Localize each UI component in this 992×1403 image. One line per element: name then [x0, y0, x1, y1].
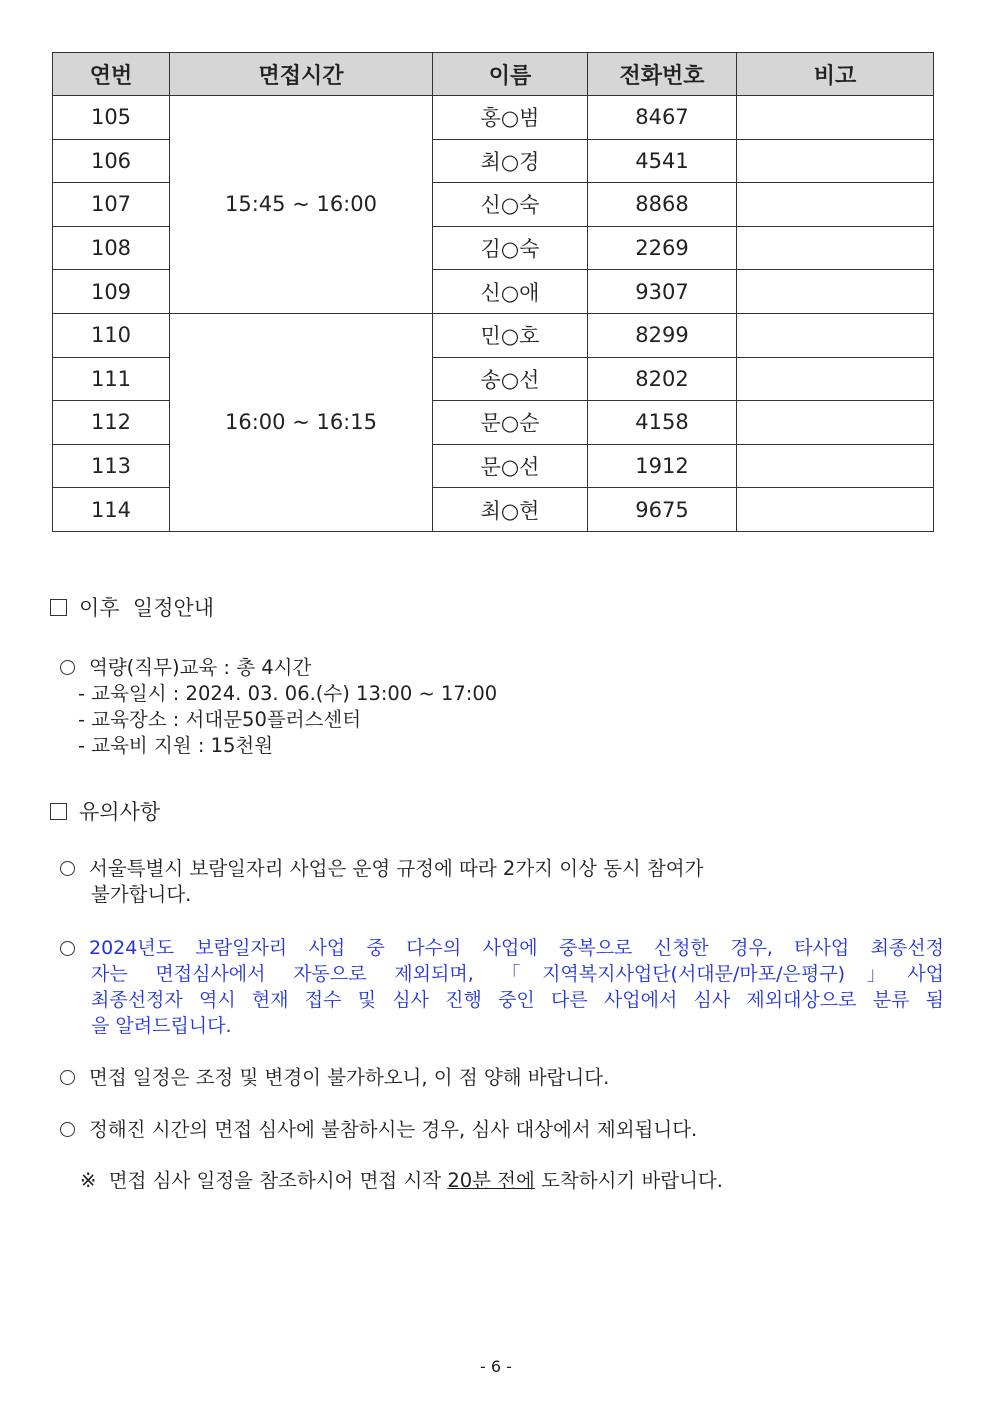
cell-phone: 8202	[588, 357, 737, 401]
cell-note	[737, 357, 934, 401]
note-2-duplicate-application: 2024년도 보람일자리 사업 중 다수의 사업에 중복으로 신청한 경우, 타사업 최종선정 자는 면접심사에서 자동으로 제외되며, 「지역복지사업단(서대문/마포/은평구)」사업 최종선정자 역시 현재 접수 및 심사 진행 중인 다른 사업에서 심사 제외대상으로 분류 됨 을 알려드립니다.	[60, 935, 944, 1039]
cell-phone: 8299	[588, 313, 737, 357]
square-bullet-icon	[50, 803, 67, 820]
cell-note	[737, 226, 934, 270]
cell-no: 107	[53, 183, 170, 227]
cell-phone: 8467	[588, 96, 737, 140]
header-time: 면접시간	[170, 53, 433, 96]
cell-note	[737, 488, 934, 532]
notes-section-heading: 유의사항	[50, 796, 160, 826]
cell-note	[737, 96, 934, 140]
header-note: 비고	[737, 53, 934, 96]
cell-name: 신○숙	[433, 183, 588, 227]
cell-phone: 9675	[588, 488, 737, 532]
schedule-section-heading: 이후 일정안내	[50, 592, 214, 622]
cell-name: 송○선	[433, 357, 588, 401]
education-support: - 교육비 지원 : 15천원	[78, 734, 274, 757]
circle-bullet-icon	[60, 1070, 75, 1085]
square-bullet-icon	[50, 599, 67, 616]
cell-no: 113	[53, 444, 170, 488]
cell-name: 최○현	[433, 488, 588, 532]
note-1: 서울특별시 보람일자리 사업은 운영 규정에 따라 2가지 이상 동시 참여가 불가합니다.	[60, 856, 760, 908]
cell-phone: 1912	[588, 444, 737, 488]
cell-note	[737, 401, 934, 445]
arrival-remark: ※ 면접 심사 일정을 참조하시어 면접 시작 20분 전에 도착하시기 바랍니다.	[80, 1169, 723, 1192]
table-header-row	[53, 53, 934, 96]
cell-phone: 4541	[588, 139, 737, 183]
header-phone: 전화번호	[588, 53, 737, 96]
cell-no: 108	[53, 226, 170, 270]
circle-bullet-icon	[60, 660, 75, 675]
cell-name: 민○호	[433, 313, 588, 357]
header-no: 연번	[53, 53, 170, 96]
note-4: 정해진 시간의 면접 심사에 불참하시는 경우, 심사 대상에서 제외됩니다.	[60, 1117, 697, 1143]
cell-no: 112	[53, 401, 170, 445]
arrival-time-emphasis: 20분 전에	[447, 1169, 535, 1192]
cell-no: 111	[53, 357, 170, 401]
cell-no: 105	[53, 96, 170, 140]
cell-name: 홍○범	[433, 96, 588, 140]
interview-schedule-table	[52, 52, 934, 532]
cell-name: 김○숙	[433, 226, 588, 270]
cell-no: 106	[53, 139, 170, 183]
cell-no: 114	[53, 488, 170, 532]
cell-note	[737, 270, 934, 314]
cell-name: 최○경	[433, 139, 588, 183]
cell-phone: 2269	[588, 226, 737, 270]
table-row	[53, 313, 934, 357]
cell-name: 문○선	[433, 444, 588, 488]
cell-note	[737, 313, 934, 357]
note-3: 면접 일정은 조정 및 변경이 불가하오니, 이 점 양해 바랍니다.	[60, 1065, 609, 1091]
circle-bullet-icon	[60, 861, 75, 876]
cell-note	[737, 139, 934, 183]
cell-no: 110	[53, 313, 170, 357]
cell-name: 신○애	[433, 270, 588, 314]
table-row	[53, 96, 934, 140]
cell-interview-time: 15:45 ~ 16:00	[170, 96, 433, 314]
cell-phone: 8868	[588, 183, 737, 227]
circle-bullet-icon	[60, 1122, 75, 1137]
cell-interview-time: 16:00 ~ 16:15	[170, 313, 433, 531]
list-item: 역량(직무)교육 : 총 4시간	[60, 655, 497, 681]
header-name: 이름	[433, 53, 588, 96]
cell-name: 문○순	[433, 401, 588, 445]
cell-phone: 4158	[588, 401, 737, 445]
cell-phone: 9307	[588, 270, 737, 314]
page-number: - 6 -	[480, 1357, 512, 1376]
schedule-details	[60, 655, 497, 759]
circle-bullet-icon	[60, 941, 75, 956]
education-location: - 교육장소 : 서대문50플러스센터	[78, 708, 362, 731]
cell-note	[737, 183, 934, 227]
cell-no: 109	[53, 270, 170, 314]
cell-note	[737, 444, 934, 488]
education-date: - 교육일시 : 2024. 03. 06.(수) 13:00 ~ 17:00	[78, 682, 498, 705]
